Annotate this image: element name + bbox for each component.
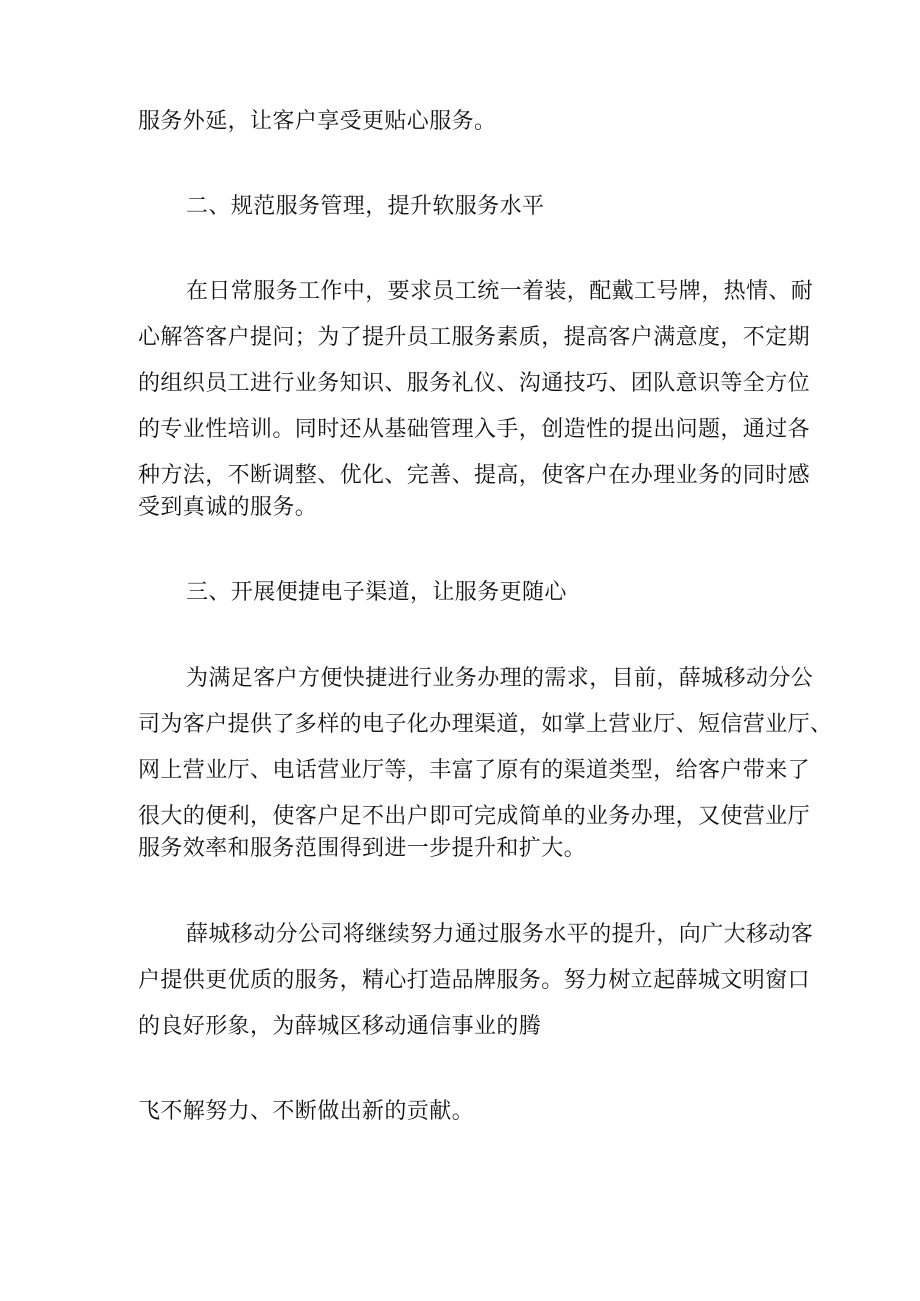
paragraph-line: 服务效率和服务范围得到进一步提升和扩大。 bbox=[138, 836, 587, 861]
paragraph-line: 在日常服务工作中，要求员工统一着装，配戴工号牌，热情、耐 bbox=[186, 279, 814, 304]
paragraph-line: 的良好形象，为薛城区移动通信事业的腾 bbox=[138, 1014, 542, 1039]
paragraph-line: 的专业性培训。同时还从基础管理入手，创造性的提出问题，通过各 bbox=[138, 417, 811, 442]
paragraph-line: 的组织员工进行业务知识、服务礼仪、沟通技巧、团队意识等全方位 bbox=[138, 371, 811, 396]
paragraph-line: 种方法，不断调整、优化、完善、提高，使客户在办理业务的同时感 bbox=[138, 463, 811, 488]
paragraph-line: 司为客户提供了多样的电子化办理渠道，如掌上营业厅、短信营业厅、 bbox=[138, 712, 833, 737]
paragraph-line: 飞不解努力、不断做出新的贡献。 bbox=[138, 1099, 475, 1124]
paragraph-line: 为满足客户方便快捷进行业务办理的需求，目前，薛城移动分公 bbox=[186, 666, 814, 691]
paragraph-line: 受到真诚的服务。 bbox=[138, 495, 318, 520]
paragraph-line: 很大的便利，使客户足不出户即可完成简单的业务办理，又使营业厅 bbox=[138, 804, 811, 829]
paragraph-line: 网上营业厅、电话营业厅等，丰富了原有的渠道类型，给客户带来了 bbox=[138, 758, 811, 783]
paragraph-line: 心解答客户提问；为了提升员工服务素质，提高客户满意度，不定期 bbox=[138, 325, 811, 350]
paragraph-line: 户提供更优质的服务，精心打造品牌服务。努力树立起薛城文明窗口 bbox=[138, 968, 811, 993]
section-heading: 三、开展便捷电子渠道，让服务更随心 bbox=[186, 580, 567, 605]
paragraph-line: 薛城移动分公司将继续努力通过服务水平的提升，向广大移动客 bbox=[186, 922, 814, 947]
paragraph-line: 服务外延，让客户享受更贴心服务。 bbox=[138, 109, 497, 134]
section-heading: 二、规范服务管理，提升软服务水平 bbox=[186, 194, 545, 219]
